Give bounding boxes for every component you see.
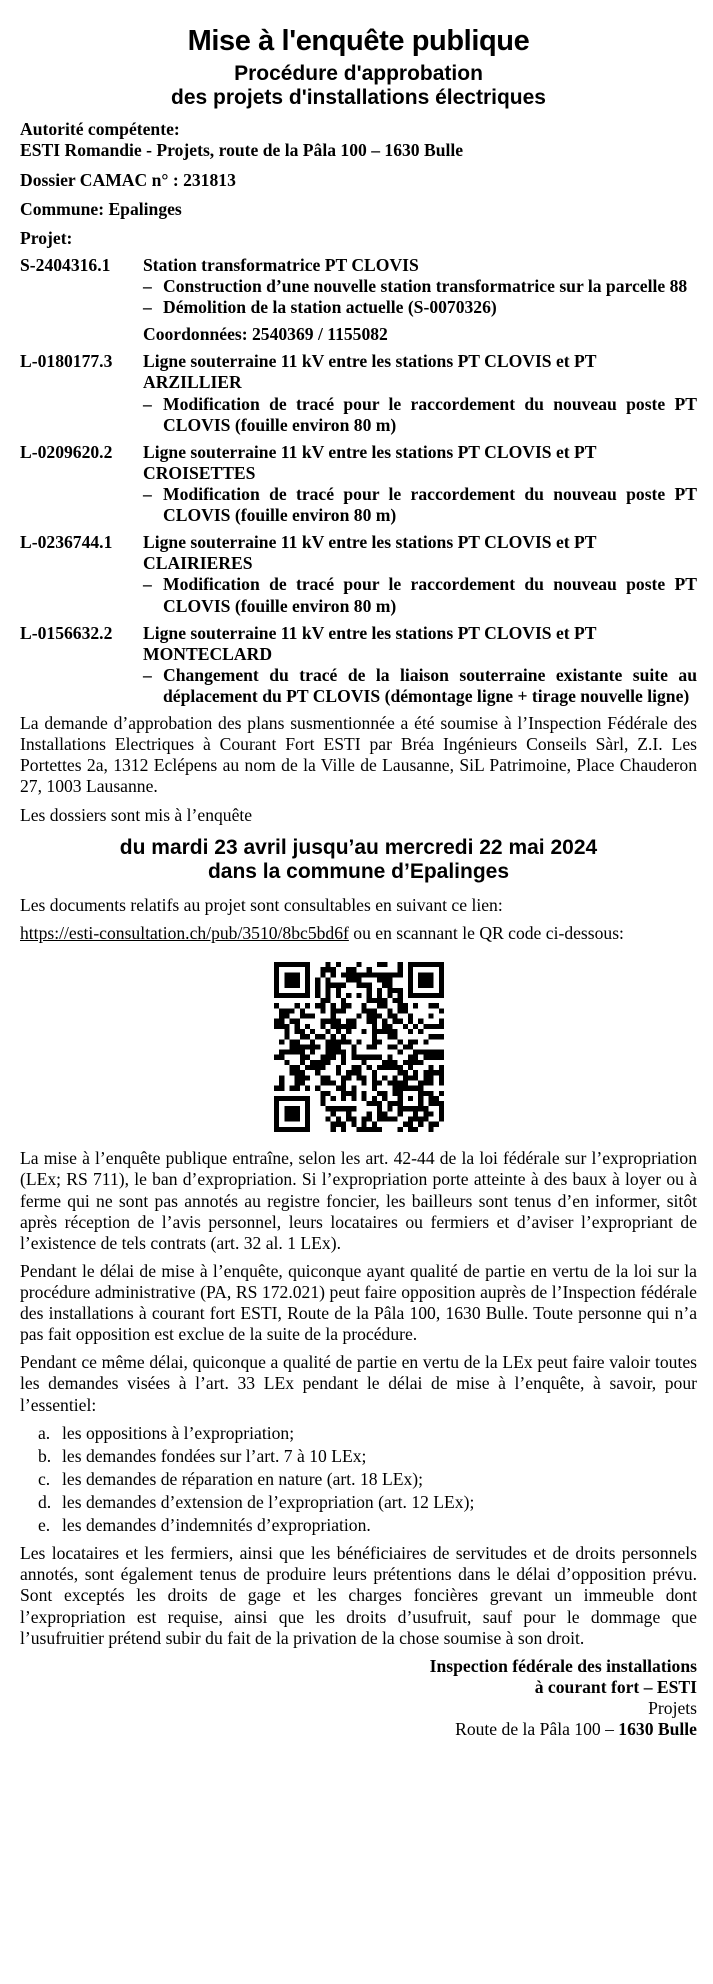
project-subitem: – Changement du tracé de la liaison souterraine existante suite au déplacement du PT CLOVIS (démontage ligne + tirage nouvelle ligne) <box>143 664 697 706</box>
project-title: Station transformatrice PT CLOVIS <box>143 254 419 275</box>
project-item <box>20 623 697 707</box>
project-code: L-0156632.2 <box>20 622 113 643</box>
projet-label: Projet: <box>20 227 73 248</box>
project-title: Ligne souterraine 11 kV entre les stations PT CLOVIS et PT CROISETTES <box>143 441 597 483</box>
authority-label: Autorité compétente: <box>20 119 180 140</box>
opposition-paragraph: Pendant le délai de mise à l’enquête, quiconque ayant qualité de partie en vertu de la loi sur la procédure administrative (PA, RS 172.021) peut faire opposition auprès de l’Inspection fédérale des installations à courant fort ESTI, Route de la Pâla 100, 1630 Bulle. Toute personne qui n’a pas fait opposition est exclue de la suite de la procédure. <box>20 1260 697 1345</box>
signature-line-2: à courant fort – ESTI <box>534 1676 697 1697</box>
dossiers-line: Les dossiers sont mis à l’enquête <box>20 804 253 825</box>
link-after-text: ou en scannant le QR code ci-dessous: <box>348 923 624 944</box>
page-subtitle <box>20 62 697 109</box>
authority-block <box>20 119 697 161</box>
project-list <box>20 255 697 707</box>
project-code: L-0236744.1 <box>20 532 113 553</box>
project-title: Ligne souterraine 11 kV entre les stations PT CLOVIS et PT ARZILLIER <box>143 351 597 393</box>
dates-line-1: du mardi 23 avril jusqu’au mercredi 22 mai 2024 <box>119 835 598 859</box>
signature-line-3: Projets <box>648 1697 697 1718</box>
project-title: Ligne souterraine 11 kV entre les stations PT CLOVIS et PT CLAIRIERES <box>143 532 597 574</box>
project-title: Ligne souterraine 11 kV entre les stations PT CLOVIS et PT MONTECLARD <box>143 622 597 664</box>
project-subitem: – Démolition de la station actuelle (S-0070326) <box>143 297 497 318</box>
project-item <box>20 255 697 345</box>
project-code: L-0180177.3 <box>20 351 113 372</box>
list-item: e. les demandes d’indemnités d’expropriation. <box>38 1515 371 1536</box>
demands-list <box>20 1423 697 1537</box>
project-item <box>20 351 697 435</box>
consult-text: Les documents relatifs au projet sont consultables en suivant ce lien: <box>20 895 503 916</box>
project-subitem: – Modification de tracé pour le raccordement du nouveau poste PT CLOVIS (fouille environ 80 m) <box>143 574 697 616</box>
list-item: a. les oppositions à l’expropriation; <box>38 1422 295 1443</box>
list-item: b. les demandes fondées sur l’art. 7 à 10 LEx; <box>38 1445 367 1466</box>
authority-value: ESTI Romandie - Projets, route de la Pâla 100 – 1630 Bulle <box>20 140 464 161</box>
commune: Commune: Epalinges <box>20 198 182 219</box>
list-item: d. les demandes d’extension de l’expropriation (art. 12 LEx); <box>38 1492 475 1512</box>
dossier-number: Dossier CAMAC n° : 231813 <box>20 169 236 190</box>
qr-code-wrapper <box>20 962 697 1132</box>
enquiry-dates <box>20 836 697 886</box>
list-item: c. les demandes de réparation en nature (art. 18 LEx); <box>38 1468 424 1489</box>
project-item <box>20 532 697 616</box>
project-subitem: – Construction d’une nouvelle station transformatrice sur la parcelle 88 <box>143 275 688 296</box>
page-title: Mise à l'enquête publique <box>187 25 530 57</box>
consultation-link[interactable]: https://esti-consultation.ch/pub/3510/8bc5bd6f <box>20 923 349 944</box>
project-subitem: – Modification de tracé pour le raccordement du nouveau poste PT CLOVIS (fouille environ 80 m) <box>143 393 697 435</box>
project-code: S-2404316.1 <box>20 254 111 275</box>
subtitle-line-2: des projets d'installations électriques <box>171 85 546 109</box>
project-coordinates: Coordonnées: 2540369 / 1155082 <box>143 324 388 345</box>
lex-paragraph: Pendant ce même délai, quiconque a qualité de partie en vertu de la LEx peut faire valoir toutes les demandes visées à l’art. 33 LEx pendant le délai de mise à l’enquête, à savoir, pour l’essentiel: <box>20 1352 697 1415</box>
project-code: L-0209620.2 <box>20 441 113 462</box>
signature-block <box>20 1656 697 1740</box>
project-item <box>20 442 697 526</box>
qr-code-icon[interactable] <box>274 962 444 1132</box>
expropriation-paragraph: La mise à l’enquête publique entraîne, selon les art. 42-44 de la loi fédérale sur l’expropriation (LEx; RS 711), le ban d’expropriation. Si l’expropriation porte atteinte à des baux à loyer ou à ferme qui ne sont pas annotés au registre foncier, les bailleurs sont tenus d’en informer, sitôt après réception de l’avis personnel, leurs locataires ou fermiers et d’aviser l’expropriant de l’existence de tels contrats (art. 32 al. 1 LEx). <box>20 1148 697 1253</box>
dates-line-2: dans la commune d’Epalinges <box>207 860 510 884</box>
link-paragraph <box>20 923 697 944</box>
subtitle-line-1: Procédure d'approbation <box>234 61 483 85</box>
project-subitem: – Modification de tracé pour le raccordement du nouveau poste PT CLOVIS (fouille environ 80 m) <box>143 483 697 526</box>
locataires-paragraph: Les locataires et les fermiers, ainsi que les bénéficiaires de servitudes et de droits personnels annotés, sont également tenus de produire leurs prétentions dans le délai d’opposition prévu. Sont exceptés les droits de gage et les charges foncières grevant un immeuble dont l’expropriation est requise, ainsi que les droits d’usufruit, sauf pour le dommage que l’usufruitier prétend subir du fait de la privation de la chose soumise à son droit. <box>20 1543 697 1648</box>
signature-line-1: Inspection fédérale des installations <box>429 1655 697 1676</box>
intro-paragraph: La demande d’approbation des plans susmentionnée a été soumise à l’Inspection Fédérale des Installations Electriques à Courant Fort ESTI par Bréa Ingénieurs Conseils Sàrl, Z.I. Les Portettes 2a, 1312 Eclépens au nom de la Ville de Lausanne, SiL Patrimoine, Place Chauderon 27, 1003 Lausanne. <box>20 713 697 797</box>
signature-line-4: Route de la Pâla 100 – 1630 Bulle <box>455 1719 697 1740</box>
